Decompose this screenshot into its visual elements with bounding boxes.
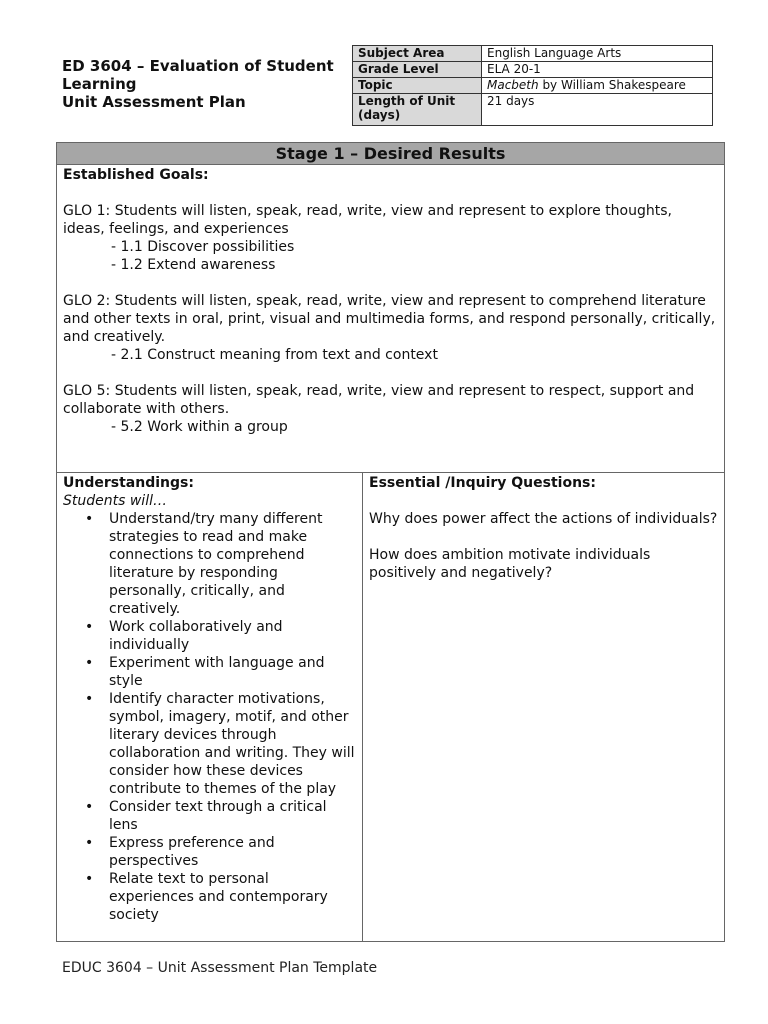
glo1-sub-1: - 1.1 Discover possibilities <box>111 239 295 255</box>
document-title: ED 3604 – Evaluation of Student Learning <box>62 57 334 93</box>
length-row <box>353 94 713 126</box>
stage-1-header: Stage 1 – Desired Results <box>57 143 724 165</box>
goals-heading: Established Goals: <box>63 167 209 183</box>
length-value: 21 days <box>482 94 713 126</box>
topic-label: Topic <box>353 78 482 94</box>
list-item: • Work collaboratively and individually <box>109 618 356 654</box>
glo5-text: GLO 5: Students will listen, speak, read, write, view and represent to respect, support and collaborate with others. <box>63 383 695 417</box>
grade-value: ELA 20-1 <box>482 62 713 78</box>
list-item: • Relate text to personal experiences and contemporary society <box>109 870 356 924</box>
understandings-questions-row <box>57 473 724 941</box>
topic-row <box>353 78 713 94</box>
document-subtitle: Unit Assessment Plan <box>62 93 246 111</box>
page-footer: EDUC 3604 – Unit Assessment Plan Template <box>62 960 378 976</box>
topic-author: by William Shakespeare <box>538 78 686 92</box>
understandings-heading: Understandings: <box>63 475 194 491</box>
list-item: • Understand/try many different strategies to read and make connections to comprehend literature by responding personally, critically, and creatively. <box>109 510 356 618</box>
understandings-list <box>63 510 356 924</box>
understandings-section <box>57 473 363 941</box>
glo2-text: GLO 2: Students will listen, speak, read, write, view and represent to comprehend literature and other texts in oral, print, visual and multimedia forms, and respond personally, critically, and creatively. <box>63 293 716 345</box>
questions-heading: Essential /Inquiry Questions: <box>369 475 596 491</box>
grade-label: Grade Level <box>353 62 482 78</box>
glo5-sub-1: - 5.2 Work within a group <box>111 419 288 435</box>
length-label: Length of Unit (days) <box>353 94 482 126</box>
question-2: How does ambition motivate individuals positively and negatively? <box>369 547 651 581</box>
understandings-intro: Students will… <box>63 493 167 509</box>
essential-questions-section <box>363 473 724 941</box>
established-goals-section <box>57 165 724 473</box>
glo2-sub-1: - 2.1 Construct meaning from text and context <box>111 347 438 363</box>
question-1: Why does power affect the actions of individuals? <box>369 511 718 527</box>
list-item: • Consider text through a critical lens <box>109 798 356 834</box>
grade-row <box>353 62 713 78</box>
stage-1-table <box>56 142 725 942</box>
subject-value: English Language Arts <box>482 46 713 62</box>
list-item: • Express preference and perspectives <box>109 834 356 870</box>
unit-info-table <box>352 45 713 126</box>
document-title-block <box>62 57 352 111</box>
list-item: • Experiment with language and style <box>109 654 356 690</box>
glo1-sub-2: - 1.2 Extend awareness <box>111 257 276 273</box>
glo1-text: GLO 1: Students will listen, speak, read, write, view and represent to explore thoughts, ideas, feelings, and experiences <box>63 203 672 237</box>
list-item: • Identify character motivations, symbol, imagery, motif, and other literary devices through collaboration and writing. They will consider how these devices contribute to themes of the play <box>109 690 356 798</box>
topic-title: Macbeth <box>487 78 539 92</box>
topic-value <box>482 78 713 94</box>
subject-label: Subject Area <box>353 46 482 62</box>
subject-row <box>353 46 713 62</box>
